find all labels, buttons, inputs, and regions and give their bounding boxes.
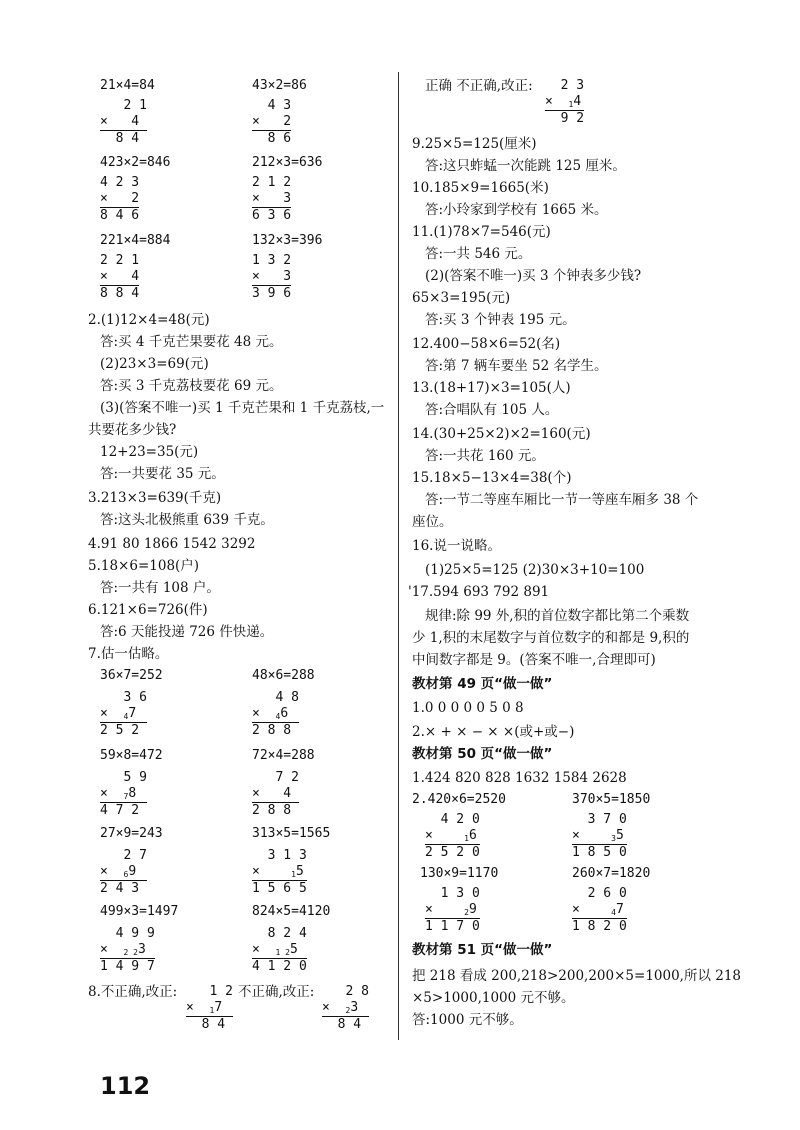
answer-line: 答:一共花 160 元。 <box>425 448 545 464</box>
vertical-calculation: 2 1 2 × 3 6 3 6 <box>252 175 292 223</box>
vertical-calculation: 8 2 4 × $_{1 2}$5 4 1 2 0 <box>252 926 307 974</box>
vertical-calculation: 1 3 2 × 3 3 9 6 <box>252 253 292 301</box>
vertical-calculation: 2 2 1 × 4 8 8 4 <box>100 253 140 301</box>
answer-line: 答:买 3 千克荔枝要花 69 元。 <box>100 378 283 394</box>
answer-line: 15.18×5−13×4=38(个) <box>412 470 572 486</box>
answer-line: 正确 不正确,改正: <box>425 78 533 94</box>
vertical-calculation: 3 1 3 × $_1$5 1 5 6 5 <box>252 848 307 896</box>
answer-line: 答:一共 546 元。 <box>425 246 532 262</box>
answer-line: 1.424 820 828 1632 1584 2628 <box>412 770 627 786</box>
vertical-calculation: 1 3 0 × $_2$9 1 1 7 0 <box>425 886 480 934</box>
equation: 221×4=884 <box>100 233 171 248</box>
answer-line: 答:一节二等座车厢比一节一等座车厢多 38 个 <box>425 492 699 508</box>
equation: 59×8=472 <box>100 748 163 763</box>
answer-line: 答:这只蚱蜢一次能跳 125 厘米。 <box>425 158 626 174</box>
answer-line: 3.213×3=639(千克) <box>88 490 222 506</box>
section-heading: 教材第 50 页“做一做” <box>412 746 553 762</box>
answer-line: 把 218 看成 200,218>200,200×5=1000,所以 218 <box>412 968 742 984</box>
vertical-calculation: 4 2 0 × $_1$6 2 5 2 0 <box>425 812 480 860</box>
answer-line: 答:一共有 108 户。 <box>100 580 220 596</box>
answer-line: (2)(答案不唯一)买 3 个钟表多少钱? <box>425 268 642 284</box>
equation: 130×9=1170 <box>420 866 499 881</box>
page-number: 112 <box>100 1072 151 1100</box>
vertical-calculation: 7 2 × 4 2 8 8 <box>252 770 299 818</box>
equation: 72×4=288 <box>252 748 315 763</box>
vertical-calculation: 4 3 × 2 8 6 <box>252 98 292 146</box>
answer-line: 13.(18+17)×3=105(人) <box>412 380 571 396</box>
equation: 2.420×6=2520 <box>412 792 506 807</box>
answer-line: 答:这头北极熊重 639 千克。 <box>100 512 274 528</box>
answer-line: 7.估一估略。 <box>88 646 169 662</box>
answer-line: 答:合唱队有 105 人。 <box>425 402 559 418</box>
answer-line: 12.400−58×6=52(名) <box>412 336 561 352</box>
answer-line: (1)25×5=125 (2)30×3+10=100 <box>425 562 645 578</box>
vertical-calculation: 4 2 3 × 2 8 4 6 <box>100 175 140 223</box>
vertical-calculation: 2 7 × $_6$9 2 4 3 <box>100 848 147 896</box>
equation: 313×5=1565 <box>252 826 331 841</box>
answer-line: 5.18×6=108(户) <box>88 558 200 574</box>
vertical-calculation: 2 6 0 × $_4$7 1 8 2 0 <box>572 886 627 934</box>
answer-line: 规律:除 99 外,积的首位数字都比第二个乘数 <box>425 608 690 624</box>
answer-line: 4.91 80 1866 1542 3292 <box>88 536 256 552</box>
equation: 824×5=4120 <box>252 904 331 919</box>
equation: 423×2=846 <box>100 155 171 170</box>
answer-line: ×5>1000,1000 元不够。 <box>412 990 575 1006</box>
vertical-calculation: 1 2 × $_1$7 8 4 <box>186 984 233 1032</box>
vertical-calculation: 3 6 × $_4$7 2 5 2 <box>100 690 147 738</box>
answer-line: 9.25×5=125(厘米) <box>412 136 537 152</box>
answer-line: 答:一共要花 35 元。 <box>100 466 225 482</box>
equation: 48×6=288 <box>252 668 315 683</box>
equation: 260×7=1820 <box>572 866 651 881</box>
vertical-calculation: 2 3 × $_1$4 9 2 <box>545 78 585 126</box>
column-divider <box>398 72 399 1040</box>
answer-line: 不正确,改正: <box>238 984 315 1000</box>
vertical-calculation: 4 8 × $_4$6 2 8 8 <box>252 690 299 738</box>
answer-line: 座位。 <box>412 514 453 530</box>
answer-line: 共要花多少钱? <box>88 422 177 438</box>
vertical-calculation: 4 9 9 × $_{2 2}$3 1 4 9 7 <box>100 926 155 974</box>
answer-line: 10.185×9=1665(米) <box>412 180 549 196</box>
answer-line: 1.0 0 0 0 0 5 0 8 <box>412 700 524 716</box>
equation: 27×9=243 <box>100 826 163 841</box>
answer-line: (3)(答案不唯一)买 1 千克芒果和 1 千克荔枝,一 <box>100 400 385 416</box>
answer-line: 答:小玲家到学校有 1665 米。 <box>425 202 608 218</box>
equation: 36×7=252 <box>100 668 163 683</box>
answer-line: 65×3=195(元) <box>412 290 511 306</box>
answer-line: '17.594 693 792 891 <box>408 584 550 600</box>
equation: 499×3=1497 <box>100 904 179 919</box>
answer-line: 答:买 3 个钟表 195 元。 <box>425 312 576 328</box>
answer-line: 答:6 天能投递 726 件快递。 <box>100 624 274 640</box>
vertical-calculation: 2 8 × $_2$3 8 4 <box>322 984 369 1032</box>
answer-line: (2)23×3=69(元) <box>100 356 209 372</box>
equation: 370×5=1850 <box>572 792 651 807</box>
answer-line: 2.× + × − × ×(或+或−) <box>412 724 575 740</box>
answer-line: 11.(1)78×7=546(元) <box>412 224 551 240</box>
equation: 212×3=636 <box>252 155 323 170</box>
answer-line: 12+23=35(元) <box>100 444 199 460</box>
answer-line: 6.121×6=726(件) <box>88 602 208 618</box>
answer-line: 2.(1)12×4=48(元) <box>88 312 210 328</box>
vertical-calculation: 5 9 × $_7$8 4 7 2 <box>100 770 147 818</box>
answer-line: 答:1000 元不够。 <box>412 1012 523 1028</box>
answer-line: 少 1,积的末尾数字与首位数字的和都是 9,积的 <box>412 630 690 646</box>
vertical-calculation: 3 7 0 × $_3$5 1 8 5 0 <box>572 812 627 860</box>
answer-line: 14.(30+25×2)×2=160(元) <box>412 426 591 442</box>
section-heading: 教材第 49 页“做一做” <box>412 676 553 692</box>
section-heading: 教材第 51 页“做一做” <box>412 942 553 958</box>
answer-line: 中间数字都是 9。(答案不唯一,合理即可) <box>412 652 656 668</box>
answer-line: 答:买 4 千克芒果要花 48 元。 <box>100 334 283 350</box>
vertical-calculation: 2 1 × 4 8 4 <box>100 98 147 146</box>
answer-line: 16.说一说略。 <box>412 538 501 554</box>
answer-line: 答:第 7 辆车要坐 52 名学生。 <box>425 358 608 374</box>
equation: 21×4=84 <box>100 78 155 93</box>
answer-line: 8.不正确,改正: <box>88 984 178 1000</box>
equation: 43×2=86 <box>252 78 307 93</box>
equation: 132×3=396 <box>252 233 323 248</box>
